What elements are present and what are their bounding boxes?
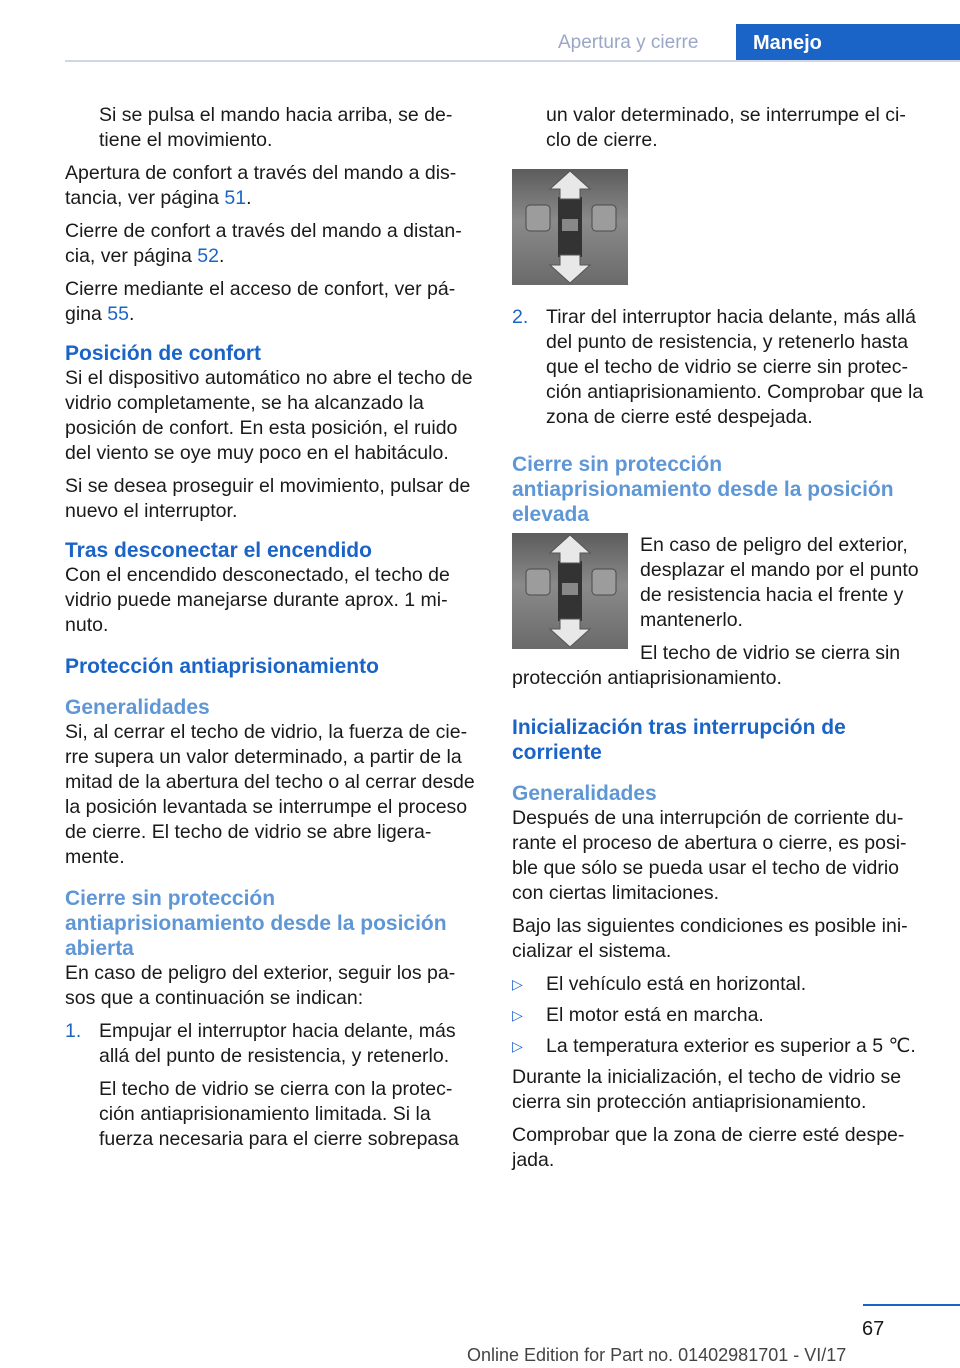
heading-comfort-position: Posición de confort — [65, 342, 262, 365]
chapter-tab: Manejo — [736, 24, 960, 62]
paragraph: El techo de vidrio se cierra sin protección antiaprisionamiento. — [512, 642, 901, 689]
switch-arrows-icon — [512, 169, 628, 285]
paragraph: un valor determinado, se interrumpe el ci‐ clo de cierre. — [546, 104, 906, 151]
heading-pinch-protection: Protección antiaprisionamiento — [65, 655, 379, 678]
paragraph: Si se desea proseguir el movimiento, pulsar de nuevo el interruptor. — [65, 475, 471, 522]
triangle-bullet-icon: ▷ — [512, 1007, 523, 1023]
left-column — [65, 103, 479, 1160]
roof-switch-image — [512, 169, 628, 285]
switch-arrows-icon — [512, 533, 628, 649]
paragraph: En caso de peligro del exterior, seguir los pa‐ sos que a continuación se indican: — [65, 962, 456, 1009]
roof-switch-image — [512, 533, 628, 649]
list-item-text: La temperatura exterior es superior a 5 ℃. — [546, 1035, 916, 1057]
list-item — [512, 1003, 926, 1028]
list-item-text: El motor está en marcha. — [546, 1004, 764, 1026]
paragraph: Durante la inicialización, el techo de vidrio se cierra sin protección antiaprisionamiento. — [512, 1066, 902, 1113]
paragraph: En caso de peligro del exterior, desplazar el mando por el punto de resistencia hacia el frente y mantenerlo. — [640, 534, 919, 631]
edition-watermark: Online Edition for Part no. 01402981701 - VI/17 — [467, 1345, 847, 1365]
heading-after-ignition-off: Tras desconectar el encendido — [65, 539, 372, 562]
numbered-step — [65, 1019, 479, 1152]
paragraph: Con el encendido desconectado, el techo de vidrio puede manejarse durante aprox. 1 mi‐ nuto. — [65, 564, 450, 636]
list-item-text: El vehículo está en horizontal. — [546, 973, 807, 995]
right-column — [512, 103, 926, 1181]
triangle-bullet-icon: ▷ — [512, 976, 523, 992]
step-number: 1. — [65, 1020, 82, 1042]
header-rule — [65, 60, 960, 62]
page-link[interactable]: 52 — [197, 245, 219, 267]
paragraph: Si el dispositivo automático no abre el techo de vidrio completamente, se ha alcanzado la posición de confort. En esta posición, el ruido del viento se oye muy poco en el habitáculo. — [65, 367, 473, 464]
page-link[interactable]: 51 — [224, 187, 247, 209]
step-number: 2. — [512, 306, 529, 328]
paragraph: Después de una interrupción de corriente du‐ rante el proceso de abertura o cierre, es posi‐ ble que sólo se pueda usar el techo de vidrio con ciertas limitaciones. — [512, 807, 907, 904]
page-link[interactable]: 55 — [107, 303, 129, 325]
paragraph-text: Apertura de confort a través del mando a dis‐ tancia, ver página — [65, 162, 457, 209]
paragraph-text: Cierre de confort a través del mando a distan‐ cia, ver página — [65, 220, 462, 267]
paragraph: Cierre mediante el acceso de confort, ver pá‐ gina 55. — [65, 278, 456, 325]
paragraph: Bajo las siguientes condiciones es posible ini‐ cializar el sistema. — [512, 915, 908, 962]
heading-initialization: Inicialización tras interrupción de corriente — [512, 716, 846, 764]
section-title: Apertura y cierre — [558, 32, 699, 53]
paragraph: Si se pulsa el mando hacia arriba, se de‐ tiene el movimiento. — [99, 104, 453, 151]
paragraph: Apertura de confort a través del mando a dis‐ tancia, ver página 51. — [65, 162, 457, 209]
paragraph: Si, al cerrar el techo de vidrio, la fuerza de cie‐ rre supera un valor determinado, a partir de la mitad de la abertura del techo o al cerrar desde la posición levantada se interrumpe el proceso de cierre. El techo de vidrio se abre ligera‐ mente. — [65, 721, 475, 868]
numbered-step — [512, 305, 926, 430]
subheading-general: Generalidades — [512, 782, 657, 805]
subheading-close-from-raised: Cierre sin protección antiaprisionamiento desde la posición elevada — [512, 453, 894, 526]
paragraph-text: Cierre mediante el acceso de confort, ver pá‐ gina — [65, 278, 456, 325]
subheading-general: Generalidades — [65, 696, 210, 719]
step-text: El techo de vidrio se cierra con la protec‐ ción antiaprisionamiento limitada. Si la fuerza necesaria para el cierre sobrepasa — [99, 1078, 459, 1150]
triangle-bullet-icon: ▷ — [512, 1038, 523, 1054]
list-item — [512, 1034, 926, 1059]
step-text: Tirar del interruptor hacia delante, más allá del punto de resistencia, y retenerlo hasta que el techo de vidrio se cierre sin protec‐ ción antiaprisionamiento. Comprobar que la zona de cierre esté despejada. — [546, 306, 924, 428]
footer-rule — [863, 1304, 960, 1306]
paragraph: Comprobar que la zona de cierre esté despe‐ jada. — [512, 1124, 905, 1171]
list-item — [512, 972, 926, 997]
subheading-close-from-open: Cierre sin protección antiaprisionamiento desde la posición abierta — [65, 887, 447, 960]
page-number: 67 — [862, 1318, 885, 1340]
paragraph: Cierre de confort a través del mando a distan‐ cia, ver página 52. — [65, 220, 462, 267]
step-text: Empujar el interruptor hacia delante, más allá del punto de resistencia, y retenerlo. — [99, 1020, 456, 1067]
